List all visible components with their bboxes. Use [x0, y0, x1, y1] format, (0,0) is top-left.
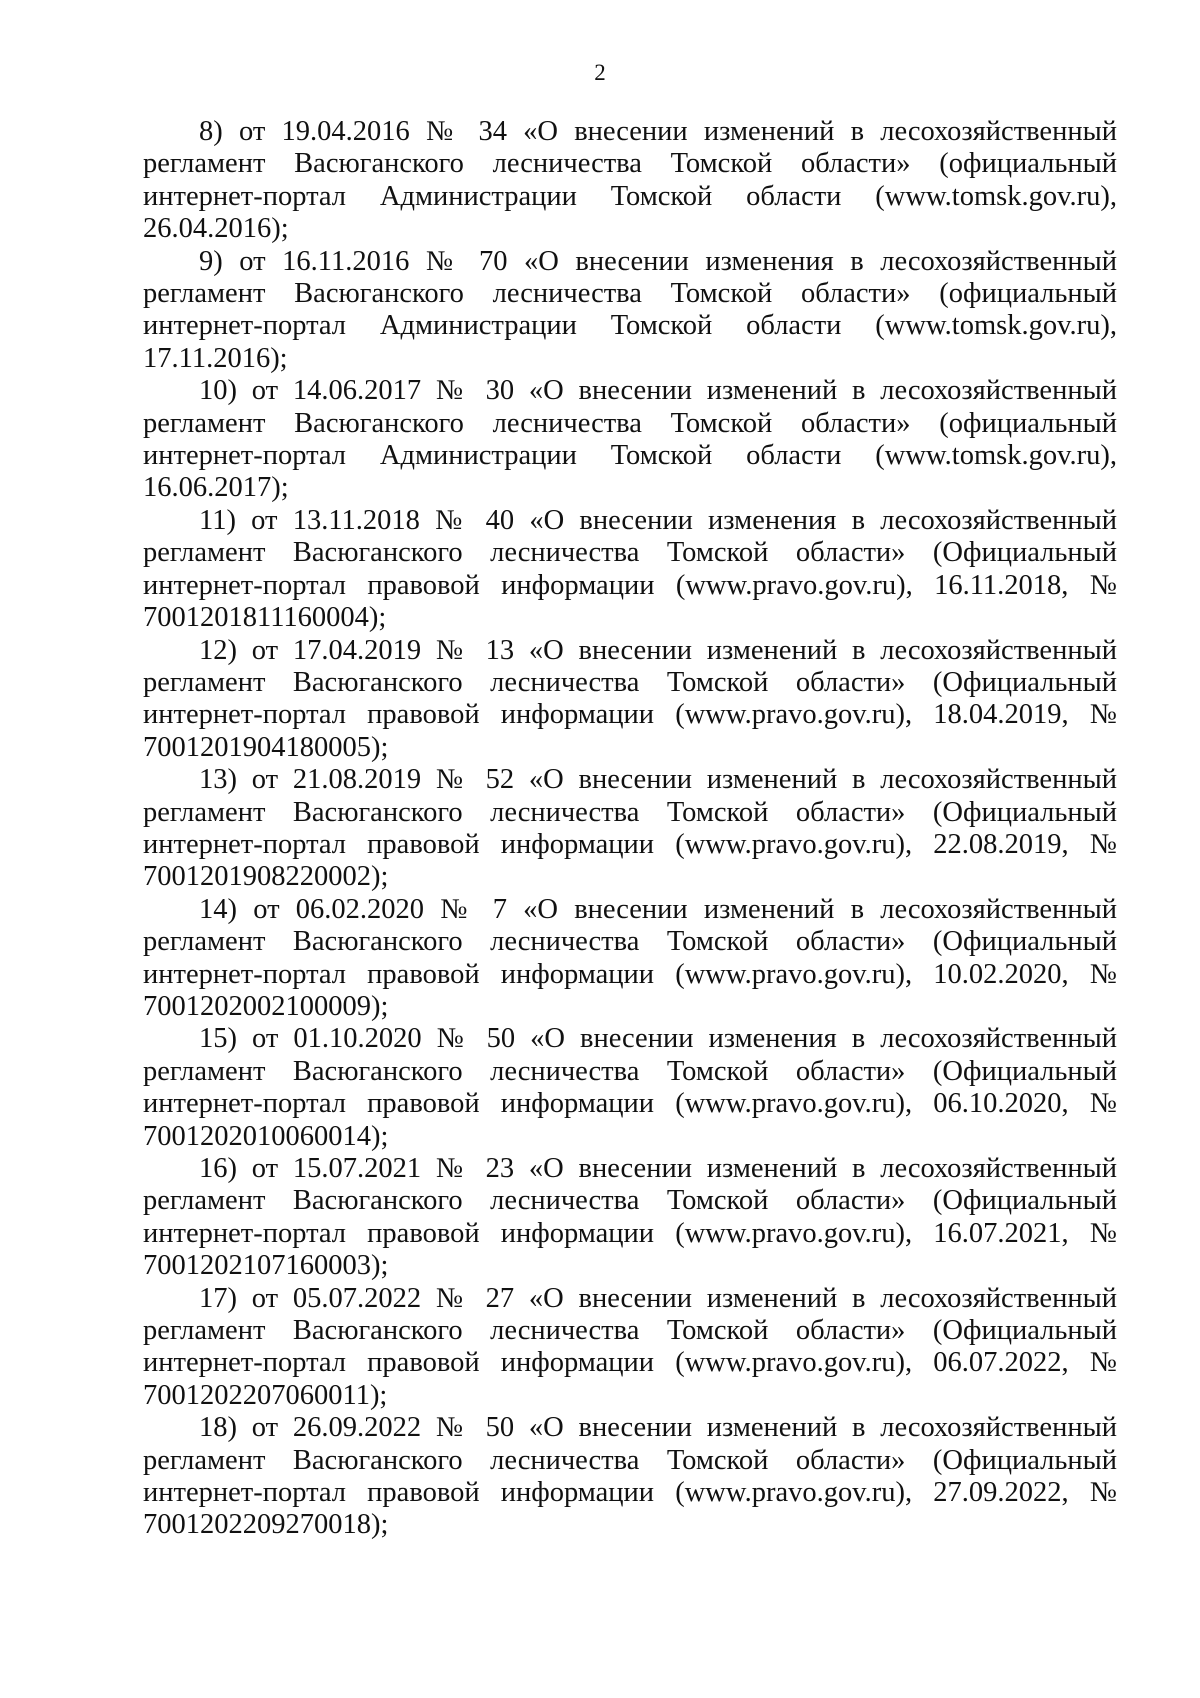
list-item-16: 16) от 15.07.2021 № 23 «О внесении изменений в лесохозяйственный регламент Васюганского лесничества Томской области» (Официальный интернет-портал правовой информации (www.pravo.gov.ru), 16.07.2021, № 7001202107160003);	[143, 1153, 1117, 1282]
list-item-9: 9) от 16.11.2016 № 70 «О внесении изменения в лесохозяйственный регламент Васюганского лесничества Томской области» (официальный интернет-портал Администрации Томской области (www.tomsk.gov.ru), 17.11.2016);	[143, 245, 1117, 374]
list-item-8: 8) от 19.04.2016 № 34 «О внесении изменений в лесохозяйственный регламент Васюганского лесничества Томской области» (официальный интернет-портал Администрации Томской области (www.tomsk.gov.ru), 26.04.2016);	[143, 116, 1117, 245]
page-number: 2	[594, 60, 606, 85]
list-item-15: 15) от 01.10.2020 № 50 «О внесении изменения в лесохозяйственный регламент Васюганского лесничества Томской области» (Официальный интернет-портал правовой информации (www.pravo.gov.ru), 06.10.2020, № 7001202010060014);	[143, 1023, 1117, 1152]
list-item-10: 10) от 14.06.2017 № 30 «О внесении изменений в лесохозяйственный регламент Васюганского лесничества Томской области» (официальный интернет-портал Администрации Томской области (www.tomsk.gov.ru), 16.06.2017);	[143, 375, 1117, 504]
list-item-13: 13) от 21.08.2019 № 52 «О внесении изменений в лесохозяйственный регламент Васюганского лесничества Томской области» (Официальный интернет-портал правовой информации (www.pravo.gov.ru), 22.08.2019, № 7001201908220002);	[143, 764, 1117, 893]
amendments-list	[143, 116, 1117, 1542]
list-item-17: 17) от 05.07.2022 № 27 «О внесении изменений в лесохозяйственный регламент Васюганского лесничества Томской области» (Официальный интернет-портал правовой информации (www.pravo.gov.ru), 06.07.2022, № 7001202207060011);	[143, 1282, 1117, 1411]
list-item-14: 14) от 06.02.2020 № 7 «О внесении изменений в лесохозяйственный регламент Васюганского лесничества Томской области» (Официальный интернет-портал правовой информации (www.pravo.gov.ru), 10.02.2020, № 7001202002100009);	[143, 893, 1117, 1022]
list-item-11: 11) от 13.11.2018 № 40 «О внесении изменения в лесохозяйственный регламент Васюганского лесничества Томской области» (Официальный интернет-портал правовой информации (www.pravo.gov.ru), 16.11.2018, № 7001201811160004);	[143, 504, 1117, 634]
list-item-18: 18) от 26.09.2022 № 50 «О внесении изменений в лесохозяйственный регламент Васюганского лесничества Томской области» (Официальный интернет-портал правовой информации (www.pravo.gov.ru), 27.09.2022, № 7001202209270018);	[143, 1412, 1117, 1541]
list-item-12: 12) от 17.04.2019 № 13 «О внесении изменений в лесохозяйственный регламент Васюганского лесничества Томской области» (Официальный интернет-портал правовой информации (www.pravo.gov.ru), 18.04.2019, № 7001201904180005);	[143, 634, 1117, 763]
